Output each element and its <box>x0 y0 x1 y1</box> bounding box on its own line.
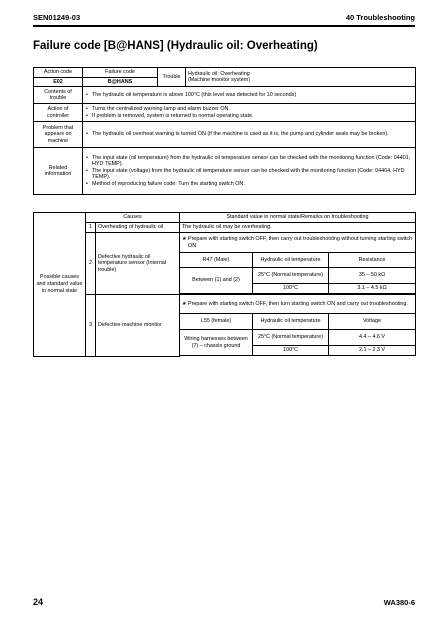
value-cell: 3.1 – 4.5 kΩ <box>329 284 416 294</box>
trouble-line-2: (Machine monitor system) <box>188 77 251 84</box>
temp-cell: 25°C (Normal temperature) <box>253 268 329 284</box>
trouble-label: Trouble <box>158 68 186 87</box>
failure-info-table <box>33 67 416 195</box>
causes-header: Causes <box>86 213 180 223</box>
cause-note <box>180 233 416 253</box>
cause-note-text: ★ Prepare with starting switch OFF, then turn starting switch ON and carry out troubleshooting. <box>182 301 413 308</box>
cause-name: Defective hydraulic oil temperature sensor (Internal trouble) <box>96 233 180 295</box>
related-item: • The input state (voltage) from the hydraulic oil temperature sensor can be checked with the monitoring function (Code: 04404, HYD TEMP). <box>85 168 413 181</box>
trouble-description <box>186 68 416 87</box>
connector-label: L55 (female) <box>180 314 253 330</box>
temp-cell: 100°C <box>253 346 329 356</box>
contents-text: • The hydraulic oil temperature is above 100°C (this level was detected for 10 seconds) <box>85 92 413 99</box>
page-title: Failure code [B@HANS] (Hydraulic oil: Overheating) <box>33 40 318 52</box>
col-value-header: Resistance <box>329 253 416 268</box>
action-label: Action of controller <box>34 104 83 122</box>
action-code-value: E02 <box>34 77 83 87</box>
measure-point: Wiring harnesses between (7) – chassis ground <box>180 330 253 356</box>
cause-name: Defective machine monitor <box>96 295 180 357</box>
section-title: 40 Troubleshooting <box>345 13 415 22</box>
related-item: • The input state (oil temperature) from the hydraulic oil temperature sensor can be checked with the monitoring function (Code: 04401, HYD TEMP). <box>85 155 413 168</box>
problem-label: Problem that appears on machine <box>34 122 83 148</box>
action-code-label: Action code <box>34 68 83 78</box>
col-temp-header: Hydraulic oil temperature <box>253 314 329 330</box>
doc-code: SEN01249-03 <box>33 13 81 22</box>
cause-remark: The hydraulic oil may be overheating. <box>180 223 416 233</box>
col-value-header: Voltage <box>329 314 416 330</box>
cause-name: Overheating of hydraulic oil <box>96 223 180 233</box>
failure-code-label: Failure code <box>83 68 158 78</box>
value-cell: 2.1 – 2.3 V <box>329 346 416 356</box>
action-item: • Turns the centralized warning lamp and alarm buzzer ON. <box>85 106 413 113</box>
possible-causes-label: Possible causes and standard value in normal state <box>34 213 86 357</box>
header-rule <box>33 25 415 27</box>
related-item: • Method of reproducing failure code: Turn the starting switch ON. <box>85 181 413 188</box>
col-temp-header: Hydraulic oil temperature <box>253 253 329 268</box>
trouble-line-1: Hydraulic oil: Overheating <box>188 70 250 77</box>
standard-header: Standard value in normal state/Remarks on troubleshooting <box>180 213 416 223</box>
action-item: • If problem is removed, system is returned to normal operating state. <box>85 113 413 120</box>
problem-cell <box>83 122 416 148</box>
measure-point: Between (1) and (2) <box>180 268 253 294</box>
causes-table <box>33 212 416 357</box>
value-cell: 35 – 50 kΩ <box>329 268 416 284</box>
action-cell <box>83 104 416 122</box>
value-cell: 4.4 – 4.6 V <box>329 330 416 346</box>
contents-cell <box>83 87 416 104</box>
contents-label: Contents of trouble <box>34 87 83 104</box>
model-number: WA380-6 <box>383 598 415 607</box>
related-cell <box>83 148 416 195</box>
cause-number: 1 <box>86 223 96 233</box>
connector-label: R47 (Male) <box>180 253 253 268</box>
cause-note <box>180 295 416 314</box>
temp-cell: 100°C <box>253 284 329 294</box>
cause-number: 2 <box>86 233 96 295</box>
page-header <box>33 11 415 25</box>
cause-note-text: ★ Prepare with starting switch OFF, then carry out troubleshooting without turning starting switch ON. <box>182 236 413 249</box>
page-number: 24 <box>33 597 44 607</box>
cause-number: 3 <box>86 295 96 357</box>
problem-text: • The hydraulic oil overheat warning is turned ON (if the machine is used as it is, the pump and cylinder seals may be broken). <box>85 131 413 138</box>
failure-code-value: B@HANS <box>83 77 158 87</box>
related-label: Related information <box>34 148 83 195</box>
temp-cell: 25°C (Normal temperature) <box>253 330 329 346</box>
